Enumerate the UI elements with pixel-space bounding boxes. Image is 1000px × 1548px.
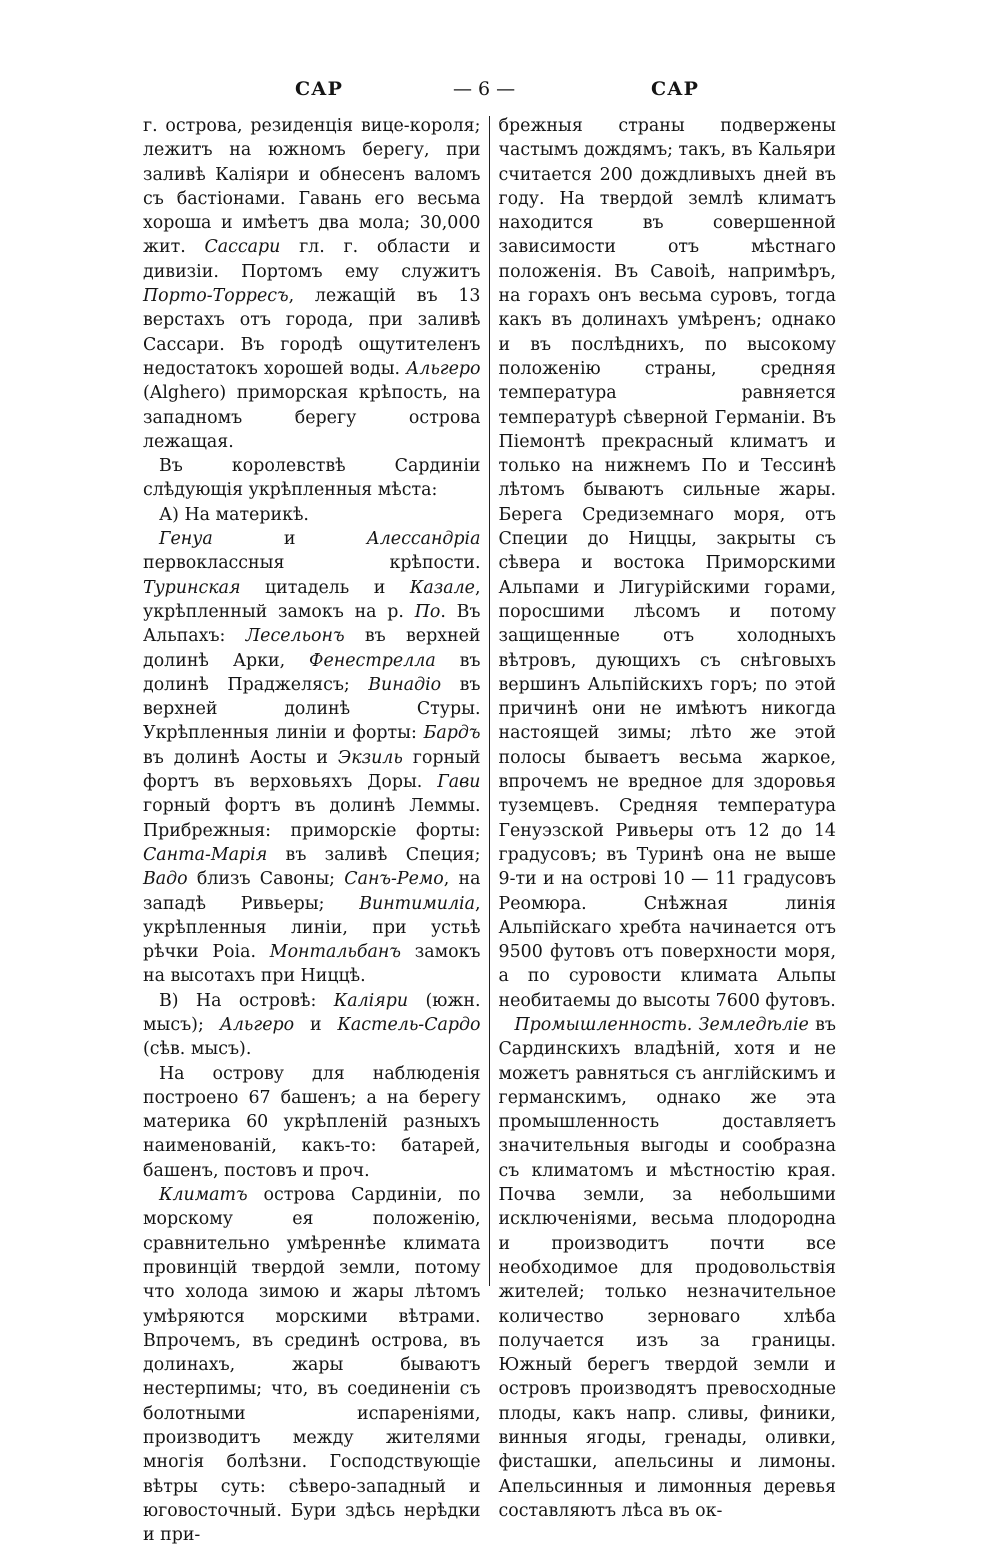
text: близъ Савоны;	[187, 869, 345, 890]
section-heading: А) На материкѣ.	[159, 504, 309, 525]
text: горный фортъ въ долинѣ Леммы. Прибрежныя: приморскіе форты:	[143, 796, 481, 841]
italic-term: Промышленность. Земледѣліе	[514, 1014, 809, 1035]
italic-term: Климатъ	[159, 1185, 248, 1206]
italic-term: Санъ-Ремо	[344, 869, 444, 890]
text: , укрѣпленный замокъ на р.	[143, 577, 481, 622]
text: г. острова, резиденція вице-короля; лежитъ на южномъ берегу, при заливѣ Каліяри и обнесенъ валомъ съ бастіонами. Гавань его весьма хороша и имѣетъ два мола; 30,000 жит.	[143, 116, 481, 258]
text: въ Сардинскихъ владѣній, хотя и не можетъ равняться съ англійскимъ и германскимъ, однако же эта промышленность доставляетъ значительныя выгоды и сообразна съ климатомъ и мѣстностію края. Почва земли, за небольшими исключеніями, весьма плодородна и производитъ почти все необходимое для продовольствія жителей; только незначительное количество зерноваго хлѣба получается изъ за границы. Южный берегъ твердой земли и островъ производятъ превосходные плоды, какъ напр. сливы, финики, винныя ягоды, гренады, оливки, фисташки, апельсины и лимоны. Апельсинныя и лимонныя деревья составляютъ лѣса въ ок-	[498, 1014, 837, 1521]
italic-term: Порто-Торресъ	[143, 286, 289, 307]
text: (южн. мысъ);	[143, 990, 481, 1035]
italic-term: Фенестрелла	[309, 650, 436, 671]
text: въ долинѣ Праджелясъ;	[143, 650, 481, 695]
text: острова Сардиніи, по морскому ея положенію, сравнительно умѣреннѣе климата провинцій твердой земли, потому что холода зимою и жары лѣтомъ умѣряются морскими вѣтрами. Впрочемъ, въ срединѣ острова, въ долинахъ, жары бываютъ нестерпимы; что, въ соединеніи съ болотными испареніями, производитъ между жителями многія болѣзни. Господствующіе вѣтры суть: сѣверо-западный и юговосточный. Бури здѣсь нерѣдки и при-	[143, 1185, 481, 1546]
text: , лежащій въ 13 верстахъ отъ города, при заливѣ Сассари. Въ городѣ ощутителенъ недостатокъ хорошей воды.	[143, 286, 481, 379]
paragraph: брежныя страны подвержены частымъ дождямъ; такъ, въ Кальяри считается 200 дождливыхъ дней въ году. На твердой землѣ климатъ находится въ совершенной зависимости отъ мѣстнаго положенія. Въ Савоіѣ, напримѣръ, на горахъ онъ весьма суровъ, тогда какъ въ долинахъ умѣренъ; однако и въ послѣднихъ, по высокому положенію страны, средняя температура равняется температурѣ сѣверной Германіи. Въ Піемонтѣ прекрасный климатъ и только на нижнемъ По и Тессинѣ лѣтомъ бываютъ сильные жары. Берега Средиземнаго моря, отъ Специи до Ниццы, закрыты съ сѣвера и востока Приморскими Альпами и Лигурійскими горами, поросшими лѣсомъ и потому защищенные отъ холодныхъ вѣтровъ, дующихъ съ снѣговыхъ вершинъ Альпійскихъ горъ; по этой причинѣ они не имѣютъ никогда настоящей зимы; лѣто же этой полосы бываетъ весьма жаркое, впрочемъ не вредное для здоровья туземцевъ. Средняя температура Генуэзской Ривьеры отъ 12 до 14 градусовъ; въ Туринѣ она не выше 9-ти и на острові 10 — 11 градусовъ Реомюра. Снѣжная линія Альпійскаго хребта начинается отъ 9500 футовъ отъ поверхности моря, а по суровости климата Альпы необитаемы до высоты 7600 футовъ.	[498, 116, 836, 1011]
paragraph: Въ королевствѣ Сардиніи слѣдующія укрѣпленныя мѣста:	[143, 456, 481, 501]
header-right-word: САР	[651, 78, 699, 100]
italic-term: Казале	[409, 577, 475, 598]
text: (Alghero) приморская крѣпость, на западномъ берегу острова лежащая.	[143, 383, 481, 452]
italic-term: Винадіо	[368, 674, 442, 695]
paragraph	[143, 114, 481, 454]
text: цитадель и	[240, 577, 410, 598]
text: и	[294, 1014, 338, 1035]
text: , на западѣ Ривьеры;	[143, 869, 481, 914]
paragraph: На острову для наблюденія построено 67 башенъ; а на берегу материка 60 укрѣпленій разныхъ наименованій, какъ-то: батарей, башенъ, постовъ и проч.	[143, 1063, 481, 1181]
italic-term: Экзиль	[337, 747, 403, 768]
italic-term: Туринская	[143, 577, 241, 598]
running-header	[143, 78, 836, 114]
italic-term: Альгеро	[406, 358, 481, 379]
italic-term: Сассари	[204, 237, 281, 258]
text: въ долинѣ Аосты и	[143, 747, 338, 768]
italic-term: Лесельонъ	[245, 626, 345, 647]
text: въ верхней долинѣ Стуры. Укрѣпленныя линіи и форты:	[143, 674, 481, 744]
page-number: — 6 —	[453, 78, 516, 100]
left-column	[143, 114, 489, 1546]
text: и	[212, 529, 367, 550]
italic-term: Бардъ	[423, 723, 481, 744]
italic-term: Генуа	[159, 529, 213, 550]
text: горный фортъ въ верховьяхъ Доры.	[143, 747, 481, 793]
text: гл. г. области и дивизіи. Портомъ ему служитъ	[143, 237, 481, 282]
italic-term: Альгеро	[219, 1014, 295, 1035]
italic-term: По	[414, 601, 441, 622]
italic-term: Винтимиліа	[359, 893, 475, 914]
text: В) На островѣ:	[159, 990, 334, 1011]
italic-term: Алессандріа	[366, 529, 481, 550]
paragraph	[143, 989, 481, 1062]
italic-term: Санта-Марія	[143, 844, 268, 865]
paragraph	[143, 1183, 481, 1547]
text: въ заливѣ Специя;	[267, 844, 481, 865]
text: . Въ Альпахъ:	[143, 601, 481, 647]
italic-term: Гави	[437, 772, 481, 793]
italic-term: Кастель-Сардо	[337, 1014, 481, 1035]
italic-term: Вадо	[143, 869, 188, 890]
text: , укрѣпленныя линіи, при устьѣ рѣчки Роіа.	[143, 893, 481, 963]
paragraph	[499, 1013, 837, 1523]
text: (сѣв. мысъ).	[143, 1039, 252, 1060]
two-column-body	[143, 114, 837, 1546]
right-column	[490, 114, 837, 1521]
italic-term: Монтальбанъ	[269, 942, 401, 963]
page	[143, 78, 837, 1546]
paragraph	[143, 527, 481, 989]
text: первоклассныя крѣпости.	[143, 553, 481, 574]
header-left-word: САР	[295, 78, 343, 100]
text: въ верхней долинѣ Арки,	[143, 626, 481, 671]
italic-term: Каліяри	[333, 990, 409, 1011]
text: замокъ на высотахъ при Ниццѣ.	[143, 942, 481, 987]
